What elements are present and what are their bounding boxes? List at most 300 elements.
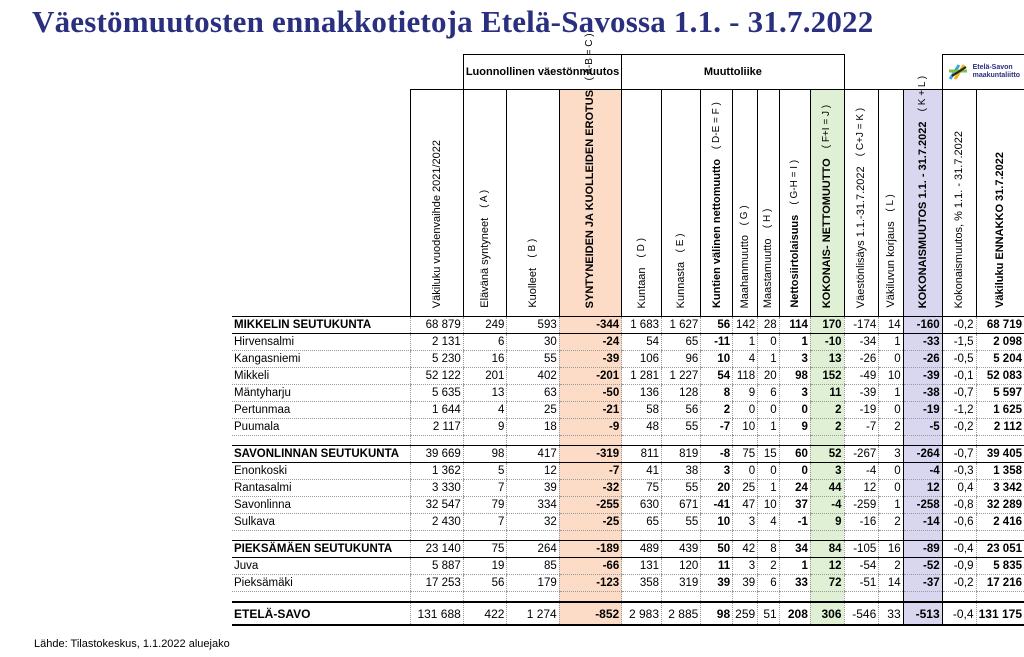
column-header [701,90,733,317]
table-cell: 30 [507,334,559,351]
table-cell: -201 [559,368,621,385]
table-cell: 96 [662,351,701,368]
table-cell: 75 [463,541,507,558]
table-cell: -7 [844,419,879,436]
table-cell: 47 [733,497,758,514]
table-cell: 28 [758,317,780,334]
column-header-code: ( H ) [762,208,774,229]
column-header [733,90,758,317]
table-cell: 79 [463,497,507,514]
table-cell: -49 [844,368,879,385]
table-cell: -0,2 [942,575,976,592]
table-cell: 68 879 [411,317,464,334]
table-cell: 2 [879,419,903,436]
table-cell: 201 [463,368,507,385]
table-cell: 5 635 [411,385,464,402]
table-cell: 84 [810,541,844,558]
table-cell: 0 [879,463,903,480]
table-cell: 170 [810,317,844,334]
table-cell: 7 [463,514,507,531]
table-cell: -41 [701,497,733,514]
table-cell: 11 [701,558,733,575]
table-cell: 3 [810,463,844,480]
table-cell: 38 [662,463,701,480]
table-cell: 358 [622,575,662,592]
table-cell: 593 [507,317,559,334]
column-header-label: Väestönlisäys 1.1.-31.7.2022 [855,166,868,308]
row-name: Pertunmaa [232,402,411,419]
table-cell: 3 342 [976,480,1024,497]
table-cell: 6 [758,575,780,592]
table-cell: 306 [810,602,844,625]
row-name: ETELÄ-SAVO [232,602,411,625]
table-cell: 39 [733,575,758,592]
table-cell: -1,2 [942,402,976,419]
column-header-label: Väkiluvun korjaus [884,221,897,308]
table-cell: 1 625 [976,402,1024,419]
table-cell: 0 [758,402,780,419]
column-header-code: ( F+I = J ) [821,104,833,149]
table-cell: 5 230 [411,351,464,368]
table-cell: -21 [559,402,621,419]
table-cell: 2 [701,402,733,419]
table-cell: 264 [507,541,559,558]
row-name: Juva [232,558,411,575]
row-name: SAVONLINNAN SEUTUKUNTA [232,446,411,463]
table-cell: -9 [559,419,621,436]
table-cell: 48 [622,419,662,436]
table-row [232,385,1024,402]
table-cell: 2 983 [622,602,662,625]
column-header-label: Kuolleet [527,268,540,308]
column-header-code: ( D-E = F ) [710,101,722,149]
table-cell: 6 [758,385,780,402]
column-header-code: ( B ) [527,239,539,259]
column-header [844,90,879,317]
table-cell: 5 204 [976,351,1024,368]
table-cell: 3 330 [411,480,464,497]
group-header-row [232,55,1024,90]
table-cell: 422 [463,602,507,625]
row-name: Pieksämäki [232,575,411,592]
table-cell: 136 [622,385,662,402]
table-cell: 19 [463,558,507,575]
table-cell: 319 [662,575,701,592]
table-cell: 1 [879,334,903,351]
table-cell: -160 [903,317,942,334]
table-cell: -0,9 [942,558,976,575]
table-cell: -852 [559,602,621,625]
table-cell: 3 [733,514,758,531]
column-header-code: ( C+J = K ) [855,107,867,157]
table-cell: 0 [758,334,780,351]
table-cell: 2 [879,558,903,575]
table-cell: 1 [758,419,780,436]
table-cell: 15 [758,446,780,463]
table-cell: 2 430 [411,514,464,531]
column-header [662,90,701,317]
table-cell: 55 [662,480,701,497]
table-cell: 52 [810,446,844,463]
table-cell: -258 [903,497,942,514]
column-header-label: Maahanmuutto [739,234,752,308]
table-cell: 39 669 [411,446,464,463]
row-name: Hirvensalmi [232,334,411,351]
table-cell: -7 [701,419,733,436]
table-cell: 10 [701,351,733,368]
table-cell: 2 885 [662,602,701,625]
table-cell: -513 [903,602,942,625]
row-name: Mikkeli [232,368,411,385]
column-header [463,90,507,317]
table-cell: 1 281 [622,368,662,385]
table-cell: 72 [810,575,844,592]
table-cell: -33 [903,334,942,351]
table-cell: 63 [507,385,559,402]
table-cell: 39 [507,480,559,497]
table-cell: 7 [463,480,507,497]
column-header-label: Väkiluku ENNAKKO 31.7.2022 [994,152,1007,308]
table-cell: 9 [779,419,810,436]
table-cell: 32 [507,514,559,531]
table-cell: 54 [622,334,662,351]
table-cell: -105 [844,541,879,558]
table-cell: 39 405 [976,446,1024,463]
table-cell: 0 [733,463,758,480]
table-cell: -11 [701,334,733,351]
table-cell: 0 [879,351,903,368]
table-cell: -0,2 [942,419,976,436]
table-cell: -25 [559,514,621,531]
table-cell: 142 [733,317,758,334]
table-cell: 18 [507,419,559,436]
table-cell: -0,7 [942,446,976,463]
table-cell: 0 [758,463,780,480]
column-header-label: KOKONAISMUUTOS 1.1. - 31.7.2022 [916,121,929,308]
table-cell: -0,8 [942,497,976,514]
table-cell: 56 [662,402,701,419]
table-cell: 58 [622,402,662,419]
table-cell: 1 [733,334,758,351]
table-cell: -0,3 [942,463,976,480]
table-cell: 17 253 [411,575,464,592]
table-cell: 0 [779,402,810,419]
table-cell: 179 [507,575,559,592]
table-cell: -16 [844,514,879,531]
table-cell: 52 122 [411,368,464,385]
table-cell: 630 [622,497,662,514]
column-header-label: Nettosiirtolaisuus [788,215,801,308]
table-cell: 671 [662,497,701,514]
table-cell: 23 051 [976,541,1024,558]
table-cell: 39 [701,575,733,592]
table-cell: -8 [701,446,733,463]
table-row [232,351,1024,368]
column-header-row [232,90,1024,317]
row-name: PIEKSÄMÄEN SEUTUKUNTA [232,541,411,558]
column-header [507,90,559,317]
column-header [976,90,1024,317]
logo-text-2: maakuntaliitto [972,72,1021,79]
table-cell: -19 [903,402,942,419]
table-cell: 10 [701,514,733,531]
table-cell: 12 [507,463,559,480]
table-cell: -189 [559,541,621,558]
table-cell: -0,4 [942,602,976,625]
column-header [942,90,976,317]
table-cell: 2 416 [976,514,1024,531]
table-cell: -19 [844,402,879,419]
column-header-label: Maastamuutto [762,238,775,308]
table-cell: 42 [733,541,758,558]
table-cell: 24 [779,480,810,497]
table-cell: -0,5 [942,351,976,368]
table-cell: -319 [559,446,621,463]
table-cell: -0,4 [942,541,976,558]
column-header-label: Kokonaismuutos, % 1.1. - 31.7.2022 [953,130,966,308]
table-cell: 811 [622,446,662,463]
table-cell: 33 [879,602,903,625]
table-cell: 13 [810,351,844,368]
table-cell: 75 [733,446,758,463]
table-cell: 489 [622,541,662,558]
table-cell: 98 [701,602,733,625]
column-header-label: KOKONAIS- NETTOMUUTTO [821,158,834,308]
table-cell: 5 [463,463,507,480]
table-cell: 12 [810,558,844,575]
column-header [411,90,464,317]
table-cell: 417 [507,446,559,463]
table-cell: -34 [844,334,879,351]
column-header-code: ( L ) [884,194,896,212]
table-cell: 50 [701,541,733,558]
table-cell: 208 [779,602,810,625]
population-change-table [232,32,1024,626]
table-cell: -5 [903,419,942,436]
table-cell: 1 644 [411,402,464,419]
table-cell: 131 [622,558,662,575]
table-cell: 1 [758,480,780,497]
table-cell: -51 [844,575,879,592]
table-cell: 2 117 [411,419,464,436]
table-cell: -0,7 [942,385,976,402]
table-cell: -0,6 [942,514,976,531]
table-row [232,575,1024,592]
table-cell: 10 [879,368,903,385]
table-cell: 32 289 [976,497,1024,514]
table-cell: 1 627 [662,317,701,334]
table-cell: 98 [779,368,810,385]
table-cell: 20 [758,368,780,385]
table-cell: 3 [779,351,810,368]
migration-header: Muuttoliike [622,55,844,90]
row-name: Puumala [232,419,411,436]
table-cell: 12 [903,480,942,497]
table-cell: 2 [879,514,903,531]
table-cell: 9 [733,385,758,402]
table-cell: -39 [844,385,879,402]
table-cell: 402 [507,368,559,385]
column-header-code: ( A-B = C ) [584,32,596,80]
column-header-label: Väkiluku vuodenvaihde 2021/2022 [431,139,444,308]
table-cell: 1 227 [662,368,701,385]
table-cell: 32 547 [411,497,464,514]
table-cell: -39 [903,368,942,385]
table-cell: 6 [463,334,507,351]
table-cell: 1 [758,351,780,368]
table-cell: 75 [622,480,662,497]
table-cell: 0 [779,463,810,480]
table-cell: 2 [810,419,844,436]
table-cell: 65 [622,514,662,531]
table-cell: -26 [844,351,879,368]
table-cell: 1 683 [622,317,662,334]
table-cell: 128 [662,385,701,402]
table-cell: 25 [733,480,758,497]
column-header [810,90,844,317]
page-title: Väestömuutosten ennakkotietoja Etelä-Savossa 1.1. - 31.7.2022 [32,4,874,39]
column-header-label: Elävänä syntyneet [479,218,492,308]
table-cell: 2 [758,558,780,575]
table-cell: 1 [879,385,903,402]
table-cell: 56 [701,317,733,334]
table-cell: -89 [903,541,942,558]
table-cell: 106 [622,351,662,368]
table-cell: -255 [559,497,621,514]
table-cell: 2 [810,402,844,419]
table-cell: 13 [463,385,507,402]
row-name: Rantasalmi [232,480,411,497]
table-cell: 56 [463,575,507,592]
table-cell: 118 [733,368,758,385]
table-cell: 0,4 [942,480,976,497]
table-cell: -37 [903,575,942,592]
table-cell: 249 [463,317,507,334]
column-header-code: ( E ) [675,232,687,252]
table-cell: -24 [559,334,621,351]
table-cell: 259 [733,602,758,625]
table-cell: 14 [879,317,903,334]
table-cell: 1 [779,334,810,351]
table-row [232,558,1024,575]
table-cell: 16 [463,351,507,368]
table-cell: -54 [844,558,879,575]
table-cell: 1 362 [411,463,464,480]
table-cell: 16 [879,541,903,558]
table-cell: 3 [779,385,810,402]
table-cell: 55 [507,351,559,368]
table-cell: 5 835 [976,558,1024,575]
table-cell: 9 [810,514,844,531]
row-name: Mäntyharju [232,385,411,402]
table-cell: 2 112 [976,419,1024,436]
table-cell: 1 358 [976,463,1024,480]
table-cell: 3 [733,558,758,575]
table-cell: 2 098 [976,334,1024,351]
column-header-label: Kuntaan [635,267,648,308]
row-name: MIKKELIN SEUTUKUNTA [232,317,411,334]
column-header-code: ( D ) [635,237,647,258]
column-header-code: ( G ) [739,204,751,225]
table-cell: -7 [559,463,621,480]
table-cell: 11 [810,385,844,402]
table-cell: -14 [903,514,942,531]
table-cell: 9 [463,419,507,436]
total-row [232,602,1024,625]
region-row [232,317,1024,334]
table-cell: 819 [662,446,701,463]
table-cell: 10 [758,497,780,514]
table-cell: 8 [758,541,780,558]
table-cell: -0,2 [942,317,976,334]
table-cell: 60 [779,446,810,463]
table-cell: -4 [844,463,879,480]
region-row [232,446,1024,463]
table-cell: 12 [844,480,879,497]
table-cell: 4 [733,351,758,368]
table-cell: -264 [903,446,942,463]
table-cell: -0,1 [942,368,976,385]
column-header [559,32,621,317]
logo-text-1: Etelä-Savon [972,64,1013,71]
table-cell: 334 [507,497,559,514]
natural-change-header: Luonnollinen väestönmuutos [463,55,621,90]
table-cell: 55 [662,419,701,436]
table-cell: 23 140 [411,541,464,558]
table-cell: 0 [879,402,903,419]
region-row [232,541,1024,558]
logo-mark-icon [947,62,969,82]
table-cell: 68 719 [976,317,1024,334]
table-row [232,402,1024,419]
column-header [622,90,662,317]
table-cell: 10 [733,419,758,436]
row-name: Kangasniemi [232,351,411,368]
column-header [903,75,942,317]
table-cell: 20 [701,480,733,497]
source-note: Lähde: Tilastokeskus, 1.1.2022 aluejako [34,638,230,650]
table-cell: 41 [622,463,662,480]
table-row [232,368,1024,385]
table-row [232,419,1024,436]
column-header-code: ( G-H = I ) [788,160,800,206]
table-cell: 65 [662,334,701,351]
table-cell: 8 [701,385,733,402]
table-cell: -66 [559,558,621,575]
table-cell: 98 [463,446,507,463]
table-row [232,514,1024,531]
logo [942,55,1024,90]
table-cell: 5 887 [411,558,464,575]
table-cell: 114 [779,317,810,334]
row-name: Enonkoski [232,463,411,480]
column-header-label: Kuntien välinen nettomuutto [710,158,723,308]
table-cell: 14 [879,575,903,592]
table-cell: -50 [559,385,621,402]
table-cell: -10 [810,334,844,351]
table-cell: 1 274 [507,602,559,625]
table-cell: 17 216 [976,575,1024,592]
table-cell: 0 [879,480,903,497]
table-row [232,463,1024,480]
row-name: Savonlinna [232,497,411,514]
table-cell: 3 [879,446,903,463]
table-cell: -32 [559,480,621,497]
table-cell: -1 [779,514,810,531]
table-cell: 131 175 [976,602,1024,625]
column-header-code: ( K + L ) [916,75,928,112]
table-cell: 85 [507,558,559,575]
